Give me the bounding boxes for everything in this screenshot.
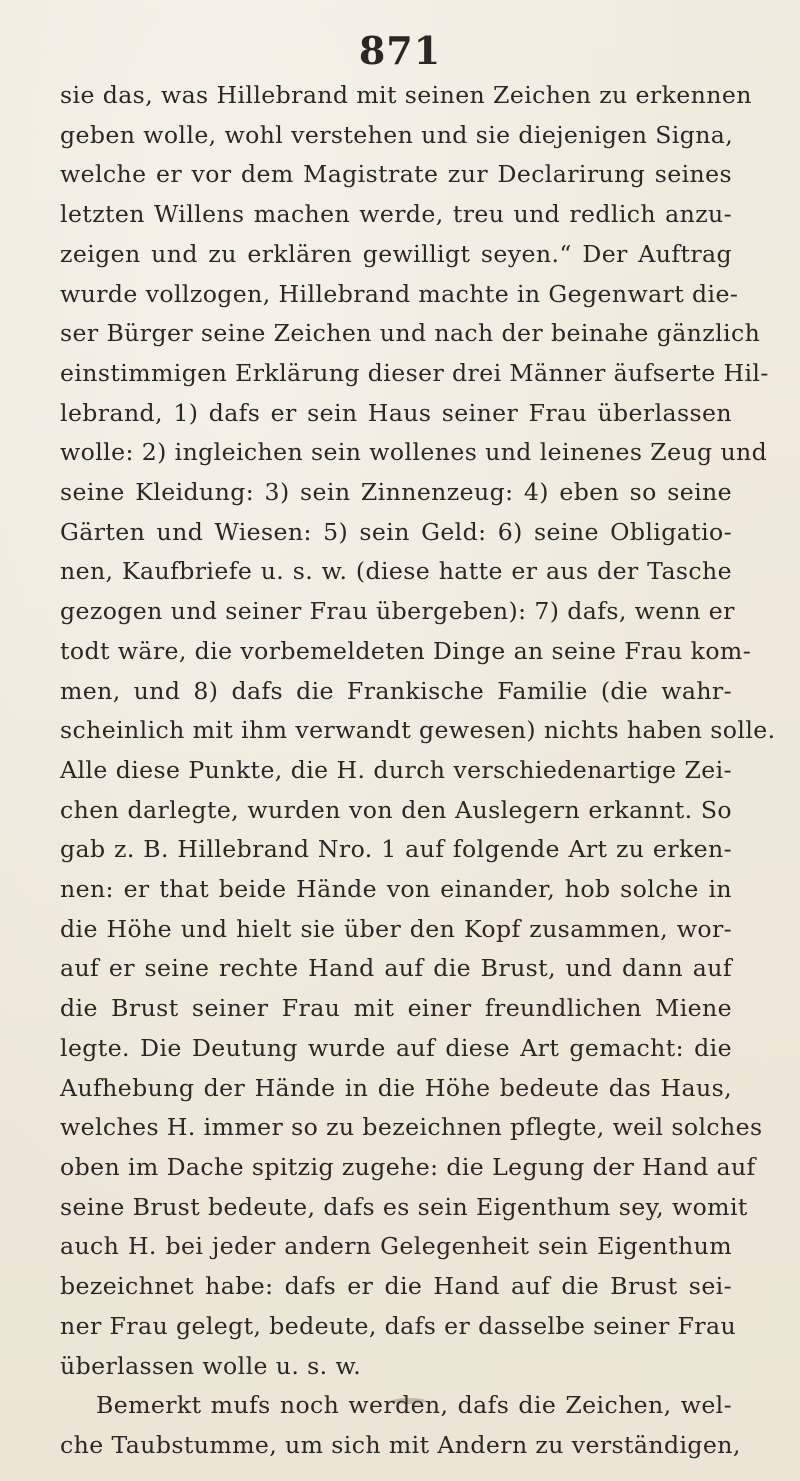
text-line: ner Frau gelegt, bedeute, dafs er dasselbe seiner Frau [60, 1311, 737, 1340]
text-line: ser Bürger seine Zeichen und nach der beinahe gänzlich [60, 319, 761, 348]
text-line: die Höhe und hielt sie über den Kopf zusammen, wor- [60, 914, 732, 943]
body-text [60, 76, 776, 1466]
text-line: welches H. immer so zu bezeichnen pflegte, weil solches [60, 1113, 763, 1142]
paragraph-1 [60, 76, 776, 1386]
text-line: bezeichnet habe: dafs er die Hand auf die Brust sei- [60, 1272, 732, 1301]
text-line: gab z. B. Hillebrand Nro. 1 auf folgende Art zu erken- [60, 835, 732, 864]
text-line: wolle: 2) ingleichen sein wollenes und leinenes Zeug und [60, 438, 768, 467]
text-line: auch H. bei jeder andern Gelegenheit sein Eigenthum [60, 1232, 732, 1261]
ink-smudge [392, 1398, 426, 1404]
text-line: sie das, was Hillebrand mit seinen Zeichen zu erkennen [60, 81, 752, 109]
text-line: che Taubstumme, um sich mit Andern zu verständigen, [60, 1430, 741, 1459]
text-line: gezogen und seiner Frau übergeben): 7) dafs, wenn er [60, 597, 735, 626]
text-line: lebrand, 1) dafs er sein Haus seiner Frau überlassen [60, 398, 732, 427]
text-line: letzten Willens machen werde, treu und redlich anzu- [60, 200, 732, 229]
text-line: todt wäre, die vorbemeldeten Dinge an seine Frau kom- [60, 636, 752, 665]
text-line: seine Kleidung: 3) sein Zinnenzeug: 4) eben so seine [60, 478, 732, 507]
text-line: Alle diese Punkte, die H. durch verschiedenartige Zei- [60, 755, 732, 784]
text-line: oben im Dache spitzig zugehe: die Legung der Hand auf [60, 1152, 756, 1181]
text-line: chen darlegte, wurden von den Auslegern erkannt. So [60, 795, 732, 824]
text-line: Bemerkt mufs noch werden, dafs die Zeichen, wel- [96, 1391, 732, 1420]
text-line: auf er seine rechte Hand auf die Brust, und dann auf [60, 954, 732, 983]
text-line: welche er vor dem Magistrate zur Declarirung seines [60, 160, 732, 189]
text-line: men, und 8) dafs die Frankische Familie (die wahr- [60, 676, 732, 705]
text-line: Aufhebung der Hände in die Höhe bedeute das Haus, [60, 1073, 732, 1102]
text-line: zeigen und zu erklären gewilligt seyen.“ Der Auftrag [60, 239, 732, 268]
text-line: nen: er that beide Hände von einander, hob solche in [60, 875, 732, 904]
text-line: Gärten und Wiesen: 5) sein Geld: 6) seine Obligatio- [60, 517, 732, 546]
page-number: 871 [358, 28, 442, 73]
text-line: nen, Kaufbriefe u. s. w. (diese hatte er aus der Tasche [60, 557, 732, 586]
text-line: scheinlich mit ihm verwandt gewesen) nichts haben solle. [60, 716, 776, 745]
text-line: wurde vollzogen, Hillebrand machte in Gegenwart die- [60, 279, 739, 308]
text-line: überlassen wolle u. s. w. [60, 1351, 362, 1380]
text-line: einstimmigen Erklärung dieser drei Männer äufserte Hil- [60, 358, 769, 387]
text-line: seine Brust bedeute, dafs es sein Eigenthum sey, womit [60, 1192, 748, 1221]
text-line: legte. Die Deutung wurde auf diese Art gemacht: die [60, 1033, 732, 1062]
text-line: die Brust seiner Frau mit einer freundlichen Miene [60, 994, 732, 1023]
text-line: geben wolle, wohl verstehen und sie diejenigen Signa, [60, 120, 734, 149]
